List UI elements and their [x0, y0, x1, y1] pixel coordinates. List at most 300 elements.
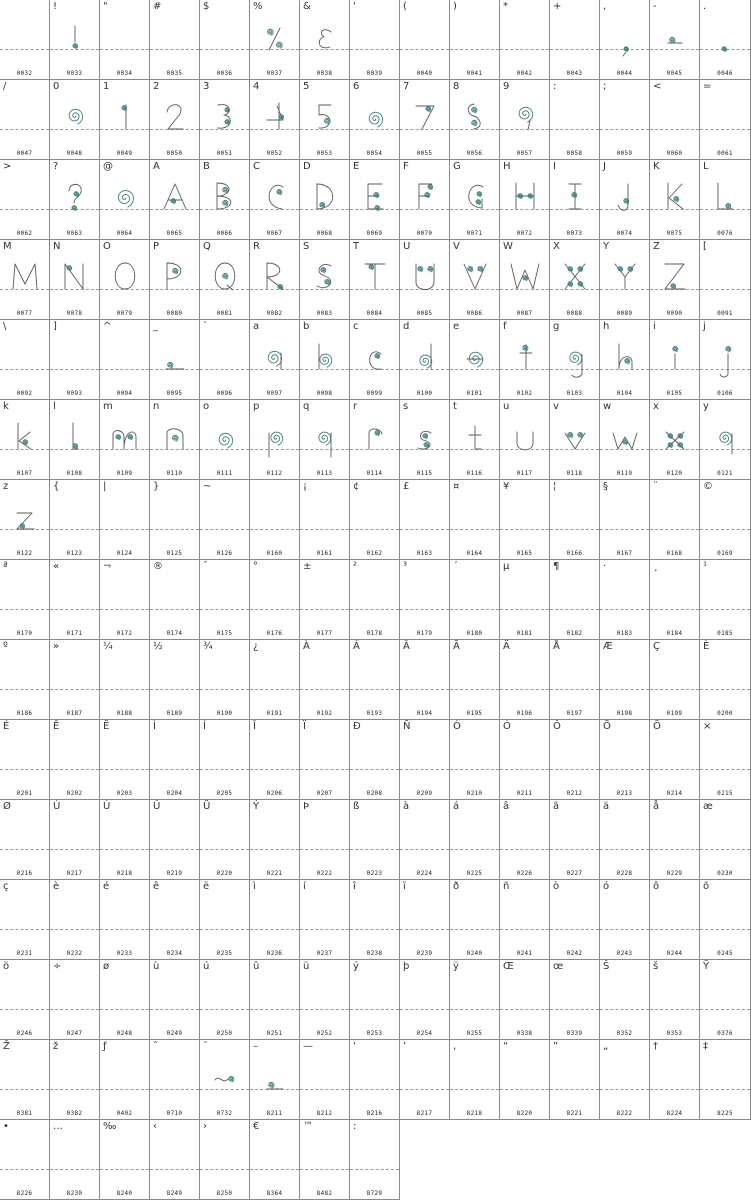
character-label: ": [103, 1, 108, 12]
code-label: 0043: [566, 70, 583, 77]
character-label: Š: [603, 961, 610, 972]
code-label: 0203: [116, 790, 133, 797]
baseline-guide: [0, 769, 49, 770]
baseline-guide: [600, 1089, 649, 1090]
code-label: 0070: [416, 230, 433, 237]
glyph-cell: [350, 1040, 400, 1120]
glyph-cell: [450, 640, 500, 720]
code-label: 8729: [366, 1190, 383, 1197]
glyph-cell: [450, 560, 500, 640]
character-label: h: [603, 321, 610, 332]
baseline-guide: [150, 1009, 199, 1010]
baseline-guide: [600, 849, 649, 850]
baseline-guide: [50, 1009, 99, 1010]
glyph-cell: [100, 560, 150, 640]
glyph-icon: [350, 412, 400, 464]
character-label: :: [353, 1121, 357, 1132]
baseline-guide: [100, 49, 149, 50]
character-label: Ÿ: [703, 961, 710, 972]
glyph-icon: [700, 332, 750, 384]
code-label: 8212: [316, 1110, 333, 1117]
code-label: 0215: [717, 790, 733, 797]
glyph-cell: [100, 1040, 150, 1120]
code-label: 0124: [116, 550, 133, 557]
character-label: «: [53, 561, 60, 572]
code-label: 0091: [717, 310, 733, 317]
baseline-guide: [100, 609, 149, 610]
character-label: ×: [703, 721, 712, 732]
character-label: \: [3, 321, 7, 332]
character-label: ;: [603, 81, 607, 92]
character-label: `: [203, 321, 208, 332]
code-label: 0382: [66, 1110, 83, 1117]
character-label: d: [403, 321, 410, 332]
glyph-cell: [0, 240, 50, 320]
glyph-icon: [300, 412, 350, 464]
glyph-cell: [100, 720, 150, 800]
character-label: Y: [603, 241, 610, 252]
character-label: ®: [153, 561, 163, 572]
code-label: 0061: [717, 150, 733, 157]
character-label: Ï: [303, 721, 306, 732]
code-label: 8211: [266, 1110, 283, 1117]
glyph-cell: [350, 800, 400, 880]
glyph-cell: [700, 880, 751, 960]
code-label: 0197: [566, 710, 583, 717]
baseline-guide: [0, 929, 49, 930]
glyph-cell: [100, 0, 150, 80]
glyph-cell: [400, 1040, 450, 1120]
baseline-guide: [650, 929, 699, 930]
character-label: £: [403, 481, 410, 492]
baseline-guide: [350, 1169, 399, 1170]
baseline-guide: [300, 609, 349, 610]
glyph-cell: [400, 880, 450, 960]
glyph-cell: [500, 0, 550, 80]
baseline-guide: [150, 769, 199, 770]
glyph-cell: [500, 160, 550, 240]
code-label: 0212: [566, 790, 583, 797]
glyph-cell: [550, 480, 600, 560]
code-label: 0224: [416, 870, 433, 877]
glyph-cell: [700, 480, 751, 560]
code-label: 0225: [466, 870, 483, 877]
glyph-cell: [150, 1040, 200, 1120]
character-label: @: [103, 161, 113, 172]
glyph-cell: [650, 640, 700, 720]
glyph-cell: [600, 240, 650, 320]
code-label: 0206: [266, 790, 283, 797]
baseline-guide: [150, 929, 199, 930]
character-label: ±: [303, 561, 312, 572]
baseline-guide: [700, 929, 750, 930]
code-label: 8230: [66, 1190, 83, 1197]
baseline-guide: [650, 529, 699, 530]
character-label: ï: [403, 881, 406, 892]
character-label: ': [353, 1, 356, 12]
baseline-guide: [300, 849, 349, 850]
glyph-cell: [200, 720, 250, 800]
character-label: V: [453, 241, 460, 252]
baseline-guide: [200, 1169, 249, 1170]
baseline-guide: [200, 849, 249, 850]
glyph-cell: [550, 400, 600, 480]
code-label: 8249: [166, 1190, 183, 1197]
code-label: 0122: [16, 550, 33, 557]
character-label: l: [53, 401, 56, 412]
character-label: Ú: [103, 801, 111, 812]
code-label: 0231: [16, 950, 33, 957]
baseline-guide: [550, 1009, 599, 1010]
glyph-cell: [350, 1120, 400, 1200]
code-label: 0210: [466, 790, 483, 797]
glyph-icon: [600, 12, 650, 64]
character-label: L: [703, 161, 709, 172]
character-label: 1: [103, 81, 110, 92]
code-label: 0108: [66, 470, 83, 477]
glyph-icon: [450, 332, 500, 384]
glyph-cell: [700, 320, 751, 400]
baseline-guide: [150, 689, 199, 690]
character-label: <: [653, 81, 662, 92]
character-label: 8: [453, 81, 460, 92]
glyph-icon: [350, 92, 400, 144]
character-label: Ä: [503, 641, 510, 652]
character-label: >: [3, 161, 12, 172]
code-label: 0175: [216, 630, 233, 637]
code-label: 0058: [566, 150, 583, 157]
glyph-cell: [350, 240, 400, 320]
glyph-icon: [250, 92, 300, 144]
baseline-guide: [200, 929, 249, 930]
glyph-icon: [150, 172, 200, 224]
baseline-guide: [100, 529, 149, 530]
code-label: 0111: [216, 470, 233, 477]
code-label: 0121: [717, 470, 733, 477]
code-label: 0198: [616, 710, 633, 717]
glyph-cell: [350, 560, 400, 640]
glyph-cell: [150, 160, 200, 240]
character-label: &: [303, 1, 311, 12]
baseline-guide: [550, 529, 599, 530]
baseline-guide: [150, 529, 199, 530]
code-label: 0352: [616, 1030, 633, 1037]
code-label: 0084: [366, 310, 383, 317]
code-label: 0176: [266, 630, 283, 637]
glyph-cell: [150, 880, 200, 960]
baseline-guide: [500, 1009, 549, 1010]
code-label: 0205: [216, 790, 233, 797]
baseline-guide: [450, 769, 499, 770]
baseline-guide: [550, 129, 599, 130]
character-label: Á: [353, 641, 360, 652]
code-label: 0177: [316, 630, 333, 637]
glyph-cell: [450, 400, 500, 480]
code-label: 0228: [616, 870, 633, 877]
code-label: 8217: [416, 1110, 433, 1117]
glyph-icon: [550, 412, 600, 464]
code-label: 0164: [466, 550, 483, 557]
glyph-cell: [400, 0, 450, 80]
glyph-cell: [0, 640, 50, 720]
baseline-guide: [50, 529, 99, 530]
character-label: é: [103, 881, 110, 892]
code-label: 0119: [616, 470, 633, 477]
baseline-guide: [550, 609, 599, 610]
code-label: 0180: [466, 630, 483, 637]
character-label: ý: [353, 961, 359, 972]
code-label: 0217: [66, 870, 83, 877]
character-label: |: [103, 481, 107, 492]
character-label: D: [303, 161, 311, 172]
character-label: µ: [503, 561, 510, 572]
glyph-cell: [450, 800, 500, 880]
code-label: 0054: [366, 150, 383, 157]
character-label: ÷: [53, 961, 62, 972]
baseline-guide: [500, 529, 549, 530]
character-label: Ü: [203, 801, 211, 812]
glyph-cell: [50, 480, 100, 560]
character-label: Ã: [453, 641, 460, 652]
glyph-cell: [700, 240, 751, 320]
character-label: z: [3, 481, 9, 492]
glyph-cell: [250, 0, 300, 80]
code-label: 0237: [316, 950, 333, 957]
character-label: A: [153, 161, 160, 172]
character-label: ½: [153, 641, 163, 652]
glyph-cell: [100, 1120, 150, 1200]
baseline-guide: [600, 609, 649, 610]
glyph-cell: [350, 640, 400, 720]
baseline-guide: [600, 929, 649, 930]
glyph-cell: [500, 80, 550, 160]
character-label: ä: [603, 801, 610, 812]
code-label: 0038: [316, 70, 333, 77]
glyph-cell: [50, 0, 100, 80]
code-label: 0194: [416, 710, 433, 717]
baseline-guide: [450, 689, 499, 690]
glyph-cell: [100, 160, 150, 240]
character-label: ð: [453, 881, 460, 892]
code-label: 0166: [566, 550, 583, 557]
glyph-cell: [0, 1120, 50, 1200]
baseline-guide: [150, 49, 199, 50]
code-label: 0035: [166, 70, 183, 77]
character-label: 9: [503, 81, 510, 92]
glyph-icon: [350, 172, 400, 224]
character-label: m: [103, 401, 113, 412]
code-label: 0181: [516, 630, 533, 637]
glyph-cell: [650, 960, 700, 1040]
code-label: 0080: [166, 310, 183, 317]
glyph-cell: [0, 1040, 50, 1120]
glyph-icon: [300, 92, 350, 144]
glyph-cell: [300, 320, 350, 400]
glyph-cell: [50, 400, 100, 480]
glyph-cell: [200, 160, 250, 240]
character-label: 6: [353, 81, 360, 92]
character-label: í: [303, 881, 306, 892]
code-label: 0088: [566, 310, 583, 317]
baseline-guide: [100, 1009, 149, 1010]
baseline-guide: [0, 849, 49, 850]
baseline-guide: [450, 609, 499, 610]
glyph-cell: [50, 80, 100, 160]
character-label: ú: [203, 961, 210, 972]
code-label: 8218: [466, 1110, 483, 1117]
glyph-cell: [700, 1040, 751, 1120]
character-label: Ô: [553, 721, 561, 732]
glyph-icon: [650, 412, 700, 464]
character-label: Þ: [303, 801, 310, 812]
code-label: 0067: [266, 230, 283, 237]
glyph-icon: [600, 252, 650, 304]
code-label: 0162: [366, 550, 383, 557]
character-label: •: [3, 1121, 9, 1132]
glyph-icon: [250, 332, 300, 384]
code-label: 0049: [116, 150, 133, 157]
glyph-icon: [550, 172, 600, 224]
baseline-guide: [250, 929, 299, 930]
baseline-guide: [100, 929, 149, 930]
glyph-cell: [200, 1120, 250, 1200]
glyph-icon: [300, 252, 350, 304]
code-label: 0090: [666, 310, 683, 317]
character-label: i: [653, 321, 656, 332]
baseline-guide: [350, 849, 399, 850]
character-label: ¬: [103, 561, 112, 572]
character-label: ´: [453, 561, 458, 572]
glyph-icon: [350, 332, 400, 384]
glyph-cell: [0, 80, 50, 160]
character-label: É: [3, 721, 10, 732]
character-label: ó: [603, 881, 610, 892]
glyph-cell: [450, 720, 500, 800]
code-label: 0161: [316, 550, 333, 557]
glyph-cell: [650, 800, 700, 880]
glyph-icon: [0, 492, 50, 544]
baseline-guide: [550, 769, 599, 770]
code-label: 0056: [466, 150, 483, 157]
glyph-icon: [50, 12, 100, 64]
glyph-cell: [100, 880, 150, 960]
code-label: 0116: [466, 470, 483, 477]
glyph-icon: [200, 172, 250, 224]
code-label: 0179: [416, 630, 433, 637]
glyph-cell: [0, 400, 50, 480]
glyph-icon: [200, 92, 250, 144]
code-label: 0102: [516, 390, 533, 397]
baseline-guide: [200, 49, 249, 50]
character-label: ª: [3, 561, 8, 572]
code-label: 0062: [16, 230, 33, 237]
character-label: Ò: [453, 721, 461, 732]
code-label: 0208: [366, 790, 383, 797]
glyph-cell: [400, 560, 450, 640]
glyph-icon: [550, 252, 600, 304]
code-label: 0199: [666, 710, 683, 717]
glyph-cell: [650, 320, 700, 400]
character-label: a: [253, 321, 260, 332]
baseline-guide: [500, 689, 549, 690]
glyph-cell: [300, 800, 350, 880]
baseline-guide: [150, 849, 199, 850]
code-label: 0193: [366, 710, 383, 717]
code-label: 0167: [616, 550, 633, 557]
character-label: t: [453, 401, 457, 412]
glyph-icon: [0, 252, 50, 304]
glyph-cell: [400, 240, 450, 320]
glyph-cell: [150, 400, 200, 480]
glyph-cell: [500, 800, 550, 880]
code-label: 0218: [116, 870, 133, 877]
glyph-cell: [400, 400, 450, 480]
code-label: 0078: [66, 310, 83, 317]
character-label: –: [253, 1041, 258, 1052]
code-label: 8482: [316, 1190, 333, 1197]
glyph-icon: [100, 92, 150, 144]
baseline-guide: [150, 1089, 199, 1090]
glyph-cell: [700, 960, 751, 1040]
character-label: ’: [403, 1041, 407, 1052]
glyph-cell: [400, 960, 450, 1040]
character-label: Ê: [53, 721, 60, 732]
baseline-guide: [0, 1009, 49, 1010]
character-label: 4: [253, 81, 260, 92]
glyph-cell: [500, 640, 550, 720]
baseline-guide: [400, 49, 449, 50]
glyph-cell: [450, 0, 500, 80]
character-label: Ý: [253, 801, 260, 812]
character-label: =: [703, 81, 712, 92]
character-label: †: [653, 1041, 658, 1052]
character-label: ?: [53, 161, 59, 172]
character-label: â: [503, 801, 510, 812]
code-label: 0251: [266, 1030, 283, 1037]
baseline-guide: [700, 769, 750, 770]
code-label: 0074: [616, 230, 633, 237]
character-label: 2: [153, 81, 160, 92]
baseline-guide: [150, 609, 199, 610]
glyph-cell: [200, 320, 250, 400]
code-label: 0710: [166, 1110, 183, 1117]
glyph-icon: [100, 412, 150, 464]
character-label: ò: [553, 881, 560, 892]
character-label: Ì: [153, 721, 156, 732]
code-label: 0044: [616, 70, 633, 77]
character-label: Õ: [603, 721, 611, 732]
code-label: 0106: [717, 390, 733, 397]
baseline-guide: [450, 1089, 499, 1090]
glyph-icon: [650, 332, 700, 384]
code-label: 8240: [116, 1190, 133, 1197]
code-label: 0246: [16, 1030, 33, 1037]
glyph-cell: [600, 160, 650, 240]
glyph-cell: [50, 1040, 100, 1120]
baseline-guide: [50, 929, 99, 930]
character-label: ‚: [453, 1041, 457, 1052]
baseline-guide: [400, 1009, 449, 1010]
baseline-guide: [600, 689, 649, 690]
character-label: ·: [603, 561, 607, 572]
code-label: 0255: [466, 1030, 483, 1037]
glyph-cell: [550, 720, 600, 800]
baseline-guide: [500, 769, 549, 770]
code-label: 0057: [516, 150, 533, 157]
baseline-guide: [300, 1089, 349, 1090]
character-label: œ: [553, 961, 564, 972]
character-label: »: [53, 641, 60, 652]
